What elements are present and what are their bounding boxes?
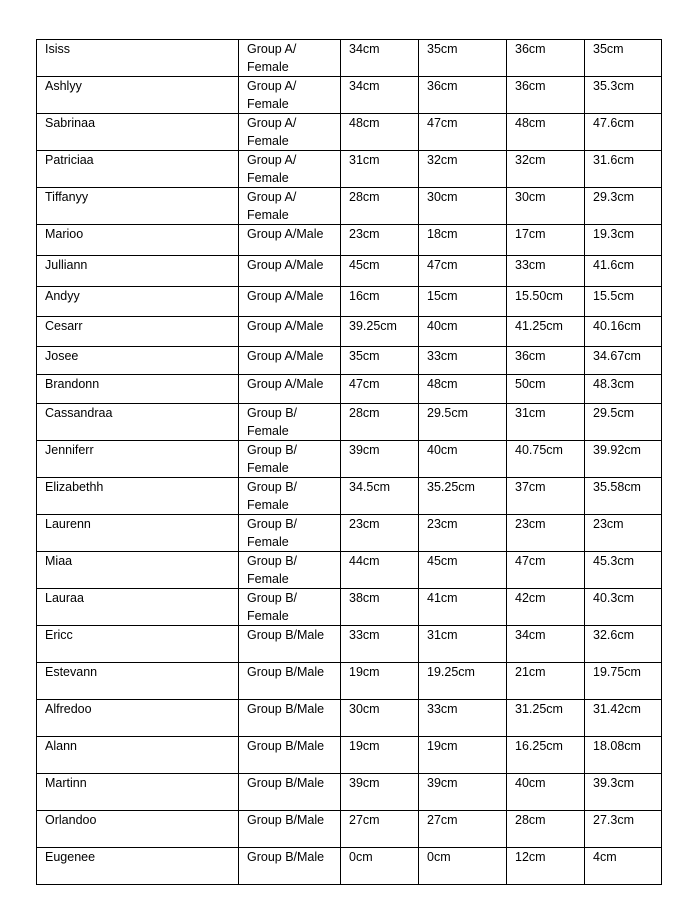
cell-average: 35.58cm — [585, 478, 662, 515]
cell-measurement-2: 48cm — [419, 375, 507, 404]
cell-measurement-1: 30cm — [341, 700, 419, 737]
cell-average: 35cm — [585, 40, 662, 77]
cell-measurement-3: 47cm — [507, 552, 585, 589]
cell-measurement-2: 0cm — [419, 848, 507, 885]
cell-measurement-1: 19cm — [341, 737, 419, 774]
cell-name: Brandonn — [37, 375, 239, 404]
table-row — [37, 737, 662, 774]
cell-measurement-1: 0cm — [341, 848, 419, 885]
cell-group: Group B/ Female — [239, 441, 341, 478]
cell-average: 31.42cm — [585, 700, 662, 737]
cell-name: Andyy — [37, 287, 239, 317]
cell-group: Group B/ Female — [239, 404, 341, 441]
table-row — [37, 441, 662, 478]
cell-name: Julliann — [37, 256, 239, 287]
cell-measurement-3: 30cm — [507, 188, 585, 225]
cell-measurement-2: 30cm — [419, 188, 507, 225]
cell-average: 45.3cm — [585, 552, 662, 589]
cell-measurement-1: 45cm — [341, 256, 419, 287]
table-row — [37, 40, 662, 77]
cell-average: 35.3cm — [585, 77, 662, 114]
cell-measurement-2: 41cm — [419, 589, 507, 626]
cell-name: Eugenee — [37, 848, 239, 885]
cell-name: Marioo — [37, 225, 239, 256]
cell-group: Group A/Male — [239, 225, 341, 256]
table-row — [37, 552, 662, 589]
cell-group: Group A/ Female — [239, 188, 341, 225]
cell-name: Laurenn — [37, 515, 239, 552]
cell-measurement-2: 15cm — [419, 287, 507, 317]
cell-name: Estevann — [37, 663, 239, 700]
cell-name: Cassandraa — [37, 404, 239, 441]
cell-group: Group A/Male — [239, 287, 341, 317]
table-row — [37, 225, 662, 256]
cell-average: 4cm — [585, 848, 662, 885]
cell-group: Group B/ Female — [239, 552, 341, 589]
cell-measurement-2: 45cm — [419, 552, 507, 589]
cell-average: 39.92cm — [585, 441, 662, 478]
cell-group: Group B/ Female — [239, 515, 341, 552]
cell-measurement-1: 27cm — [341, 811, 419, 848]
cell-average: 29.3cm — [585, 188, 662, 225]
cell-average: 19.3cm — [585, 225, 662, 256]
cell-measurement-1: 38cm — [341, 589, 419, 626]
cell-measurement-2: 18cm — [419, 225, 507, 256]
cell-measurement-1: 47cm — [341, 375, 419, 404]
cell-name: Tiffanyy — [37, 188, 239, 225]
cell-measurement-3: 42cm — [507, 589, 585, 626]
cell-name: Sabrinaa — [37, 114, 239, 151]
cell-measurement-1: 34cm — [341, 40, 419, 77]
cell-average: 48.3cm — [585, 375, 662, 404]
cell-measurement-3: 40.75cm — [507, 441, 585, 478]
cell-measurement-1: 19cm — [341, 663, 419, 700]
cell-measurement-2: 32cm — [419, 151, 507, 188]
cell-group: Group B/ Female — [239, 478, 341, 515]
cell-average: 39.3cm — [585, 774, 662, 811]
measurements-table — [36, 39, 662, 885]
cell-name: Elizabethh — [37, 478, 239, 515]
cell-average: 18.08cm — [585, 737, 662, 774]
cell-name: Orlandoo — [37, 811, 239, 848]
cell-name: Isiss — [37, 40, 239, 77]
cell-group: Group A/ Female — [239, 77, 341, 114]
cell-group: Group B/Male — [239, 848, 341, 885]
cell-measurement-2: 35cm — [419, 40, 507, 77]
cell-measurement-1: 39cm — [341, 774, 419, 811]
cell-measurement-3: 32cm — [507, 151, 585, 188]
cell-measurement-1: 48cm — [341, 114, 419, 151]
cell-name: Alfredoo — [37, 700, 239, 737]
table-row — [37, 77, 662, 114]
table-row — [37, 700, 662, 737]
cell-group: Group A/ Female — [239, 151, 341, 188]
cell-measurement-2: 33cm — [419, 347, 507, 375]
cell-measurement-3: 50cm — [507, 375, 585, 404]
cell-measurement-2: 27cm — [419, 811, 507, 848]
cell-group: Group B/Male — [239, 774, 341, 811]
cell-name: Miaa — [37, 552, 239, 589]
table-body — [37, 40, 662, 885]
table-row — [37, 515, 662, 552]
cell-measurement-3: 48cm — [507, 114, 585, 151]
cell-measurement-1: 33cm — [341, 626, 419, 663]
cell-average: 19.75cm — [585, 663, 662, 700]
cell-average: 23cm — [585, 515, 662, 552]
cell-name: Ashlyy — [37, 77, 239, 114]
cell-measurement-3: 16.25cm — [507, 737, 585, 774]
cell-average: 40.3cm — [585, 589, 662, 626]
cell-measurement-3: 36cm — [507, 347, 585, 375]
cell-average: 29.5cm — [585, 404, 662, 441]
cell-average: 47.6cm — [585, 114, 662, 151]
table-row — [37, 626, 662, 663]
cell-name: Alann — [37, 737, 239, 774]
cell-measurement-3: 23cm — [507, 515, 585, 552]
table-row — [37, 663, 662, 700]
cell-measurement-2: 40cm — [419, 317, 507, 347]
cell-measurement-2: 39cm — [419, 774, 507, 811]
cell-average: 41.6cm — [585, 256, 662, 287]
cell-name: Cesarr — [37, 317, 239, 347]
cell-measurement-1: 28cm — [341, 188, 419, 225]
cell-measurement-2: 23cm — [419, 515, 507, 552]
cell-group: Group A/Male — [239, 375, 341, 404]
cell-measurement-2: 40cm — [419, 441, 507, 478]
cell-measurement-2: 31cm — [419, 626, 507, 663]
table-row — [37, 848, 662, 885]
cell-measurement-1: 39cm — [341, 441, 419, 478]
cell-measurement-1: 34.5cm — [341, 478, 419, 515]
table-row — [37, 317, 662, 347]
cell-measurement-1: 31cm — [341, 151, 419, 188]
cell-measurement-3: 31.25cm — [507, 700, 585, 737]
cell-average: 40.16cm — [585, 317, 662, 347]
cell-measurement-2: 36cm — [419, 77, 507, 114]
cell-average: 34.67cm — [585, 347, 662, 375]
cell-group: Group A/Male — [239, 256, 341, 287]
cell-group: Group B/Male — [239, 626, 341, 663]
cell-group: Group B/Male — [239, 700, 341, 737]
table-row — [37, 811, 662, 848]
cell-measurement-2: 19.25cm — [419, 663, 507, 700]
cell-measurement-3: 36cm — [507, 77, 585, 114]
cell-group: Group A/ Female — [239, 40, 341, 77]
cell-measurement-1: 34cm — [341, 77, 419, 114]
cell-measurement-3: 17cm — [507, 225, 585, 256]
cell-measurement-3: 33cm — [507, 256, 585, 287]
cell-measurement-1: 16cm — [341, 287, 419, 317]
cell-group: Group B/Male — [239, 811, 341, 848]
cell-measurement-3: 31cm — [507, 404, 585, 441]
cell-group: Group B/ Female — [239, 589, 341, 626]
cell-measurement-1: 35cm — [341, 347, 419, 375]
cell-measurement-3: 41.25cm — [507, 317, 585, 347]
table-row — [37, 589, 662, 626]
cell-name: Josee — [37, 347, 239, 375]
cell-measurement-1: 23cm — [341, 515, 419, 552]
cell-group: Group B/Male — [239, 737, 341, 774]
cell-measurement-2: 35.25cm — [419, 478, 507, 515]
cell-measurement-3: 36cm — [507, 40, 585, 77]
cell-measurement-3: 12cm — [507, 848, 585, 885]
cell-measurement-1: 28cm — [341, 404, 419, 441]
cell-measurement-2: 47cm — [419, 256, 507, 287]
cell-measurement-1: 23cm — [341, 225, 419, 256]
cell-name: Ericc — [37, 626, 239, 663]
cell-average: 15.5cm — [585, 287, 662, 317]
table-row — [37, 478, 662, 515]
table-row — [37, 287, 662, 317]
cell-group: Group A/Male — [239, 347, 341, 375]
table-row — [37, 114, 662, 151]
cell-name: Martinn — [37, 774, 239, 811]
cell-average: 31.6cm — [585, 151, 662, 188]
cell-measurement-3: 40cm — [507, 774, 585, 811]
cell-group: Group B/Male — [239, 663, 341, 700]
cell-measurement-3: 28cm — [507, 811, 585, 848]
cell-measurement-3: 37cm — [507, 478, 585, 515]
cell-group: Group A/Male — [239, 317, 341, 347]
table-row — [37, 151, 662, 188]
table-row — [37, 347, 662, 375]
table-row — [37, 774, 662, 811]
cell-measurement-2: 47cm — [419, 114, 507, 151]
cell-measurement-2: 19cm — [419, 737, 507, 774]
cell-group: Group A/ Female — [239, 114, 341, 151]
cell-measurement-2: 33cm — [419, 700, 507, 737]
cell-name: Lauraa — [37, 589, 239, 626]
cell-measurement-2: 29.5cm — [419, 404, 507, 441]
table-row — [37, 256, 662, 287]
cell-measurement-3: 34cm — [507, 626, 585, 663]
cell-measurement-3: 21cm — [507, 663, 585, 700]
cell-average: 27.3cm — [585, 811, 662, 848]
cell-measurement-1: 39.25cm — [341, 317, 419, 347]
cell-measurement-1: 44cm — [341, 552, 419, 589]
cell-name: Patriciaa — [37, 151, 239, 188]
cell-measurement-3: 15.50cm — [507, 287, 585, 317]
table-row — [37, 375, 662, 404]
cell-average: 32.6cm — [585, 626, 662, 663]
table-row — [37, 404, 662, 441]
cell-name: Jenniferr — [37, 441, 239, 478]
table-row — [37, 188, 662, 225]
